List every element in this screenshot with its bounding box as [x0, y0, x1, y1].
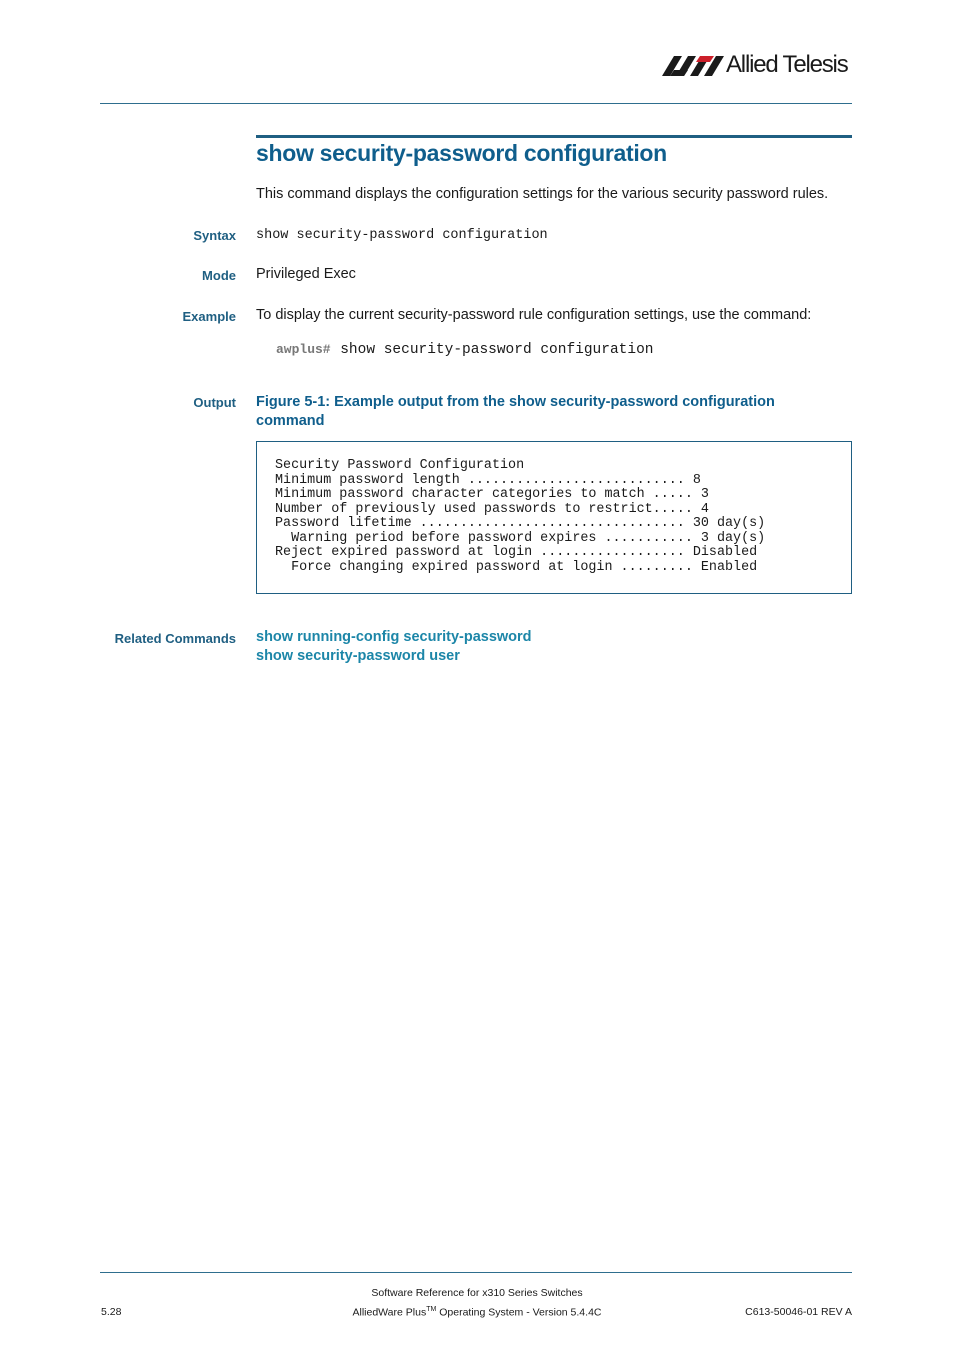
example-label: Example [182, 309, 236, 324]
page-number: 5.28 [101, 1306, 122, 1318]
cli-prompt: awplus# [276, 342, 331, 357]
related-commands-label: Related Commands [114, 631, 236, 646]
output-line: Minimum password character categories to match ..... 3 [275, 487, 709, 502]
page-title: show security-password configuration [256, 140, 667, 166]
output-line: Security Password Configuration [275, 458, 525, 473]
os-version: Operating System - Version 5.4.4C [436, 1306, 602, 1319]
output-line: Reject expired password at login .................. Disabled [275, 545, 758, 560]
output-line: Warning period before password expires ........... 3 day(s) [275, 530, 766, 546]
footer-divider [100, 1272, 852, 1273]
example-text: To display the current security-password rule configuration settings, use the command: [256, 307, 812, 323]
output-label: Output [193, 395, 236, 410]
related-link-security-password-user[interactable]: show security-password user [256, 648, 460, 664]
trademark-mark: TM [426, 1306, 437, 1313]
cli-command: show security-password configuration [340, 342, 654, 358]
brand-name: Allied Telesis [726, 51, 848, 78]
footer-title: Software Reference for x310 Series Switches [371, 1287, 583, 1299]
syntax-label: Syntax [193, 228, 236, 243]
output-box [256, 441, 852, 594]
related-link-running-config[interactable]: show running-config security-password [256, 629, 532, 645]
output-line: Minimum password length ........................... 8 [275, 472, 701, 488]
product-name: AlliedWare Plus [352, 1306, 427, 1319]
output-line: Password lifetime ................................. 30 day(s) [275, 516, 766, 531]
title-rule [256, 135, 852, 138]
mode-value: Privileged Exec [256, 266, 356, 282]
figure-title: Figure 5-1: Example output from the show security-password configuration command [256, 394, 775, 429]
example-command-line [276, 340, 653, 358]
mode-label: Mode [202, 268, 236, 283]
header-divider [100, 103, 852, 104]
command-description: This command displays the configuration settings for the various security password rules. [256, 186, 829, 202]
output-text [275, 459, 765, 575]
document-id: C613-50046-01 REV A [745, 1306, 852, 1318]
allied-telesis-logo [660, 50, 856, 80]
output-line: Force changing expired password at login ......... Enabled [275, 559, 758, 575]
output-line: Number of previously used passwords to restrict..... 4 [275, 501, 709, 517]
logo-mark-icon [660, 50, 726, 80]
syntax-value: show security-password configuration [256, 228, 548, 243]
